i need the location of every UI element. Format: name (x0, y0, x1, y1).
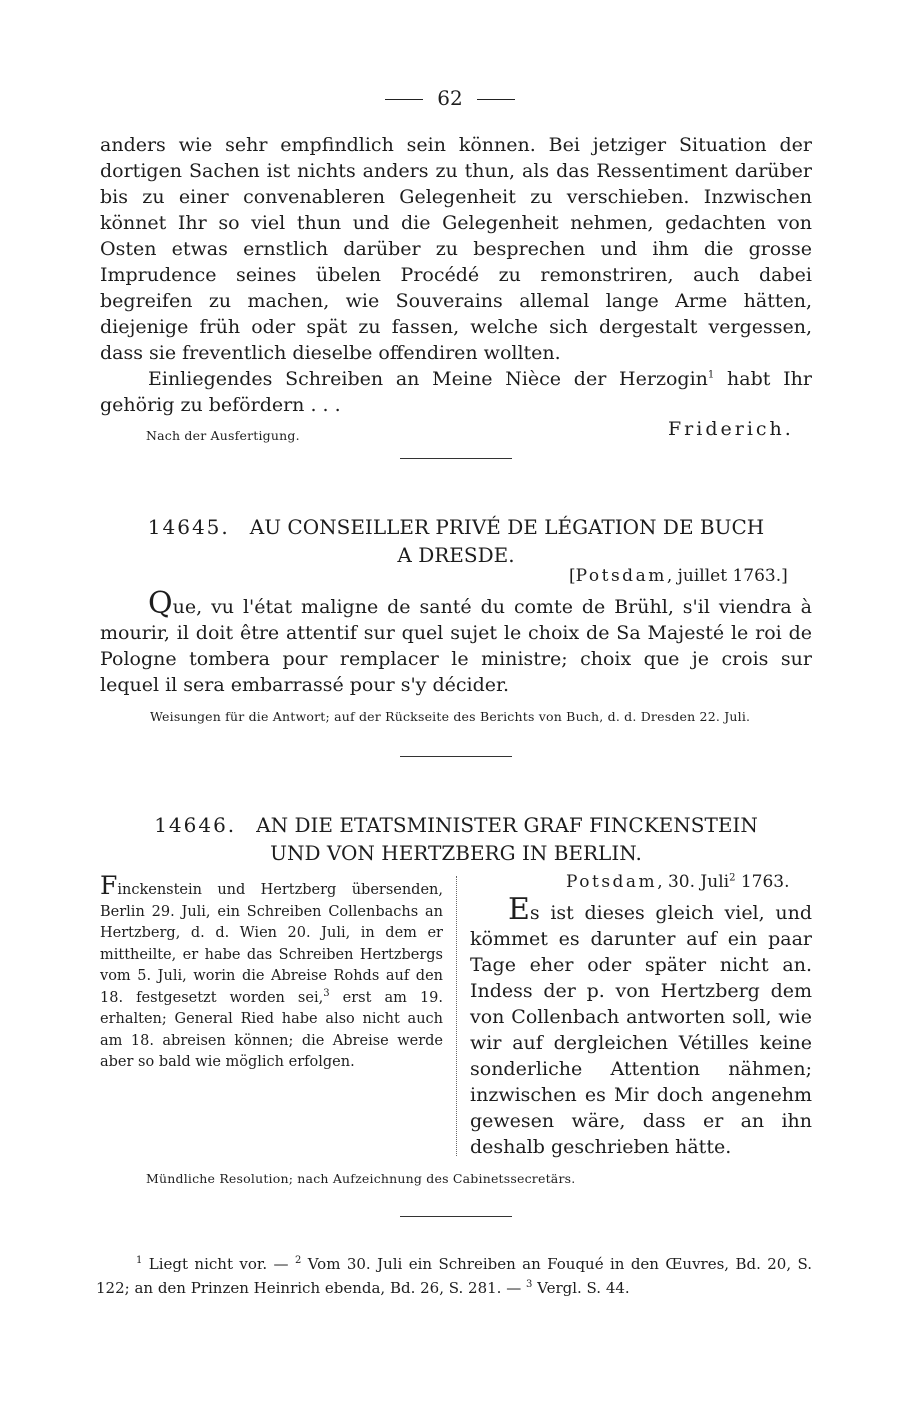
footnotes (96, 1252, 812, 1300)
letter-14646-summary-text: inckenstein und Hertzberg übersenden, Berlin 29. Juli, ein Schreiben Collenbachs an Hertzberg, d. d. Wien 20. Juli, in dem er mittheilte, er habe das Schreiben Hertzbergs vom 5. Juli, worin die Abreise Rohds auf den 18. festgesetzt worden sei, (100, 882, 443, 1006)
letter-14646-heading (96, 811, 816, 867)
letter-14646-date: , 30. Juli (657, 872, 730, 892)
section-separator-2 (400, 756, 512, 757)
header-rule-right (477, 99, 515, 100)
footnote-ref-2: 2 (729, 872, 736, 884)
letter-14645-source-note: Weisungen für die Antwort; auf der Rückseite des Berichts von Buch, d. d. Dresden 22. Juli. (150, 709, 751, 724)
footnote-1-text: Liegt nicht vor. — (142, 1255, 295, 1273)
letter-14645-title-1: AU CONSEILLER PRIVÉ DE LÉGATION DE BUCH (249, 515, 765, 539)
footnote-3-mark: 3 (525, 1279, 533, 1290)
letter-14645-date: , juillet 1763. (666, 566, 782, 586)
section-separator-3 (400, 1216, 512, 1217)
column-divider (456, 876, 457, 1156)
footnote-2-text: Vom 30. Juli ein Schreiben an Fouqué in den Œuvres, Bd. 20, S. 122; an den Prinzen Heinrich ebenda, Bd. 26, S. 281. — (96, 1255, 812, 1297)
letter-14645-date-close: ] (781, 566, 788, 586)
footnote-2-mark: 2 (294, 1255, 302, 1266)
letter-14645-number: 14645. (147, 515, 230, 539)
letter-14646-year: 1763. (735, 872, 790, 892)
letter-14646-source-note: Mündliche Resolution; nach Aufzeichnung des Cabinetssecretärs. (146, 1171, 576, 1186)
letter-14646-summary-text-end: erst am 19. erhalten; General Ried habe also nicht auch am 18. abreisen können; die Abreise werde aber so bald wie möglich erfolgen. (100, 989, 444, 1070)
footnote-ref-3: 3 (323, 987, 330, 999)
letter-14645-dateline (569, 566, 788, 586)
letter-14645-place: Potsdam (575, 566, 667, 586)
page-number: 62 (437, 86, 463, 110)
footnote-3-text: Vergl. S. 44. (532, 1279, 630, 1297)
letter-14645-title-2: A DRESDE. (397, 543, 515, 567)
prev-letter-paragraph-2 (100, 366, 812, 418)
footnote-1 (96, 1255, 295, 1273)
letter-14646-title-2: UND VON HERTZBERG IN BERLIN. (270, 841, 642, 865)
letter-14646-initial: E (508, 892, 530, 927)
letter-14646-title-1: AN DIE ETATSMINISTER GRAF FINCKENSTEIN (256, 813, 758, 837)
letter-14645-text: ue, vu l'état maligne de santé du comte de Brühl, s'il viendra à mourir, il doit être attentif sur quel sujet le choix de Sa Majesté le roi de Pologne tombera pour remplacer le ministre; choix que je crois sur lequel il sera embarrassé pour s'y décider. (100, 596, 812, 696)
letter-14645-initial: Q (148, 586, 173, 621)
signature: Friderich. (668, 418, 794, 440)
prev-letter-source-note: Nach der Ausfertigung. (146, 428, 300, 443)
prev-letter-paragraph-2-end: habt Ihr gehörig zu befördern . . . (100, 368, 812, 416)
letter-14645-paragraph (100, 586, 812, 698)
letter-14645-heading-line-1 (96, 513, 816, 541)
letter-14646-heading-line-1 (96, 811, 816, 839)
header-rule-left (385, 99, 423, 100)
prev-letter-body (100, 132, 812, 418)
letter-14646-summary-initial: F (100, 871, 118, 900)
letter-14646-paragraph (470, 892, 812, 1160)
prev-letter-paragraph-1: anders wie sehr empfindlich sein können. Bei jetziger Situation der dortigen Sachen ist nichts anders zu thun, als das Ressentiment darüber bis zu einer convenableren Gelegenheit zu verschieben. Inzwischen könnet Ihr so viel thun und die Gelegenheit nehmen, gedachten von Osten etwas ernstlich darüber zu besprechen und ihm die grosse Imprudence seines übelen Procédé zu remonstriren, auch dabei begreifen zu machen, wie Souverains allemal lange Arme hätten, diejenige früh oder spät zu fassen, welche sich dergestalt vergessen, dass sie freventlich dieselbe offendiren wollten. (100, 134, 812, 364)
section-separator-1 (400, 458, 512, 459)
letter-14646-dateline (566, 872, 790, 892)
letter-14646-body (470, 892, 812, 1160)
letter-14646-place: Potsdam (566, 872, 658, 892)
letter-14646-text: s ist dieses gleich viel, und kömmet es darunter auf ein paar Tage eher oder später nicht an. Indess der p. von Hertzberg dem von Collenbach antworten soll, wie wir auf dergleichen Vétilles keine sonderliche Attention nähmen; inzwischen es Mir doch angenehm gewesen wäre, dass er an ihn deshalb geschrieben hätte. (470, 902, 812, 1158)
footnote-ref-1: 1 (707, 369, 715, 381)
prev-letter-paragraph-2-text: Einliegendes Schreiben an Meine Nièce der Herzogin (148, 368, 708, 390)
footnote-1-mark: 1 (136, 1255, 143, 1266)
letter-14645-date-open: [ (569, 566, 576, 586)
page-header (0, 86, 900, 110)
letter-14645-body (100, 586, 812, 698)
footnote-3 (526, 1279, 630, 1297)
letter-14645-heading (96, 513, 816, 569)
letter-14646-summary (100, 871, 444, 1074)
letter-14646-number: 14646. (154, 813, 237, 837)
